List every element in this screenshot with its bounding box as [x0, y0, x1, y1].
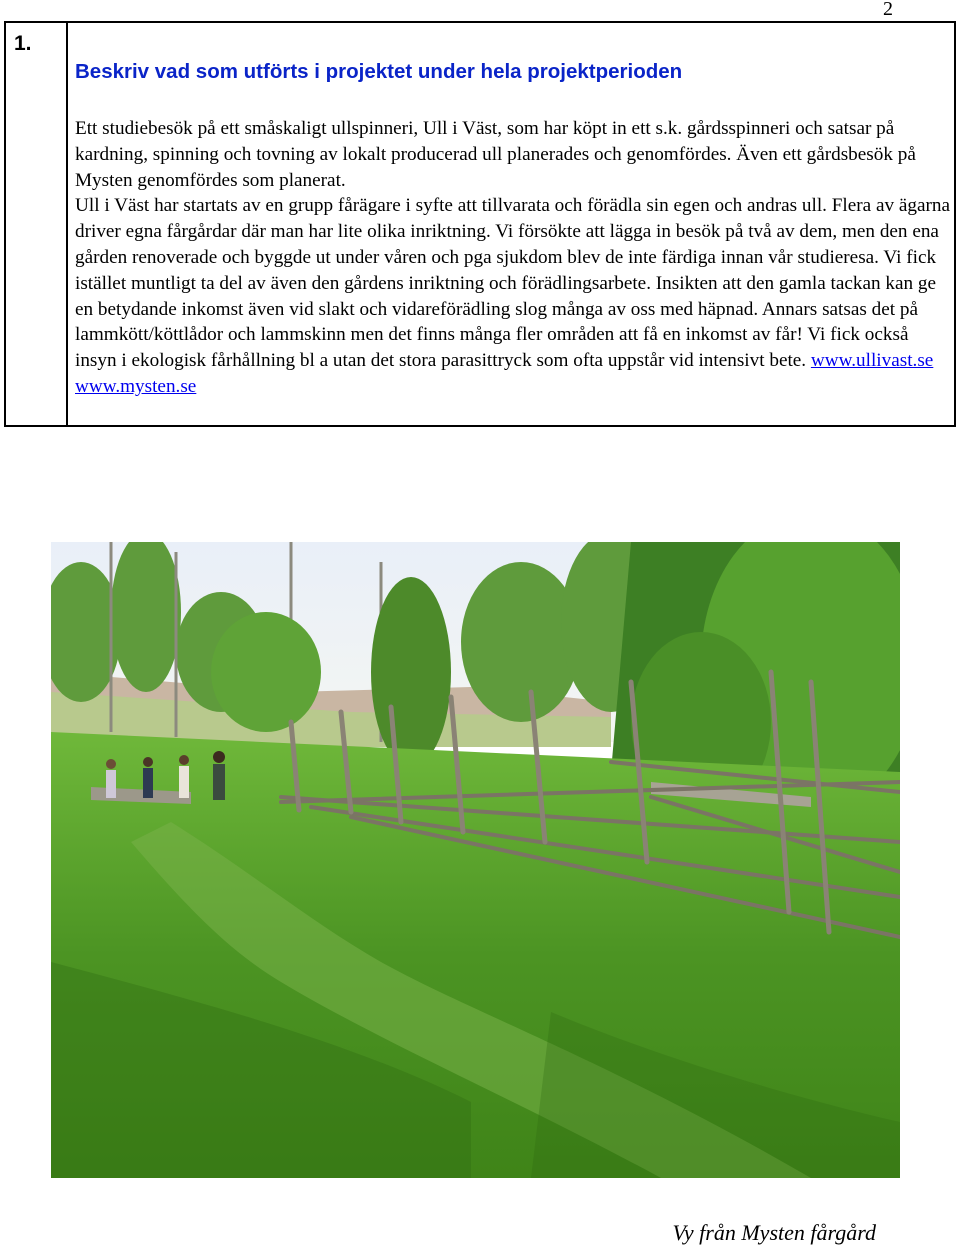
paragraph-ull-i-vast: Ull i Väst har startats av en grupp fårägare i syfte att tillvarata och förädla sin egen och andras ull. Flera av ägarna driver egna fårgårdar där man har lite olika inriktning. Vi försökte att lägga in besök på två av dem, men den ena gården renoverade och byggde ut under våren och pga sjukdom blev de inte färdiga innan vår studieresa. Vi fick istället muntligt ta del av även den gårdens inriktning och förädlingsarbete. Insikten att den gamla tackan kan ge en betydande inkomst även vid slakt och vidareförädling slog många av oss med häpnad. Annars satsas det på lammkött/köttlådor och lammskinn men det finns många fler områden att få en inkomst av får! Vi fick också insyn i ekologisk fårhållning bl a utan det stora parasittryck som ofta uppstår vid intensivt bete.	[75, 195, 950, 372]
section-table	[4, 21, 956, 427]
section-heading: Beskriv vad som utförts i projektet under hela projektperioden	[75, 60, 683, 83]
link-mysten[interactable]: www.mysten.se	[75, 375, 197, 397]
link-ullivast[interactable]: www.ullivast.se	[810, 350, 934, 372]
photo-caption: Vy från Mysten fårgård	[672, 1220, 876, 1245]
section-number-cell	[6, 23, 68, 425]
section-number: 1.	[14, 32, 32, 55]
paragraph-studiebesok: Ett studiebesök på ett småskaligt ullspinneri, Ull i Väst, som har köpt in ett s.k. gårdsspinneri och satsar på kardning, spinning och tovning av lokalt producerad ull planerades och genomfördes. Även ett gårdsbesök på Mysten genomfördes som planerat.	[75, 118, 916, 191]
section-body	[75, 116, 951, 400]
farm-landscape-photo	[51, 542, 900, 1178]
page-number: 2	[883, 0, 893, 20]
section-content-cell	[75, 23, 950, 425]
